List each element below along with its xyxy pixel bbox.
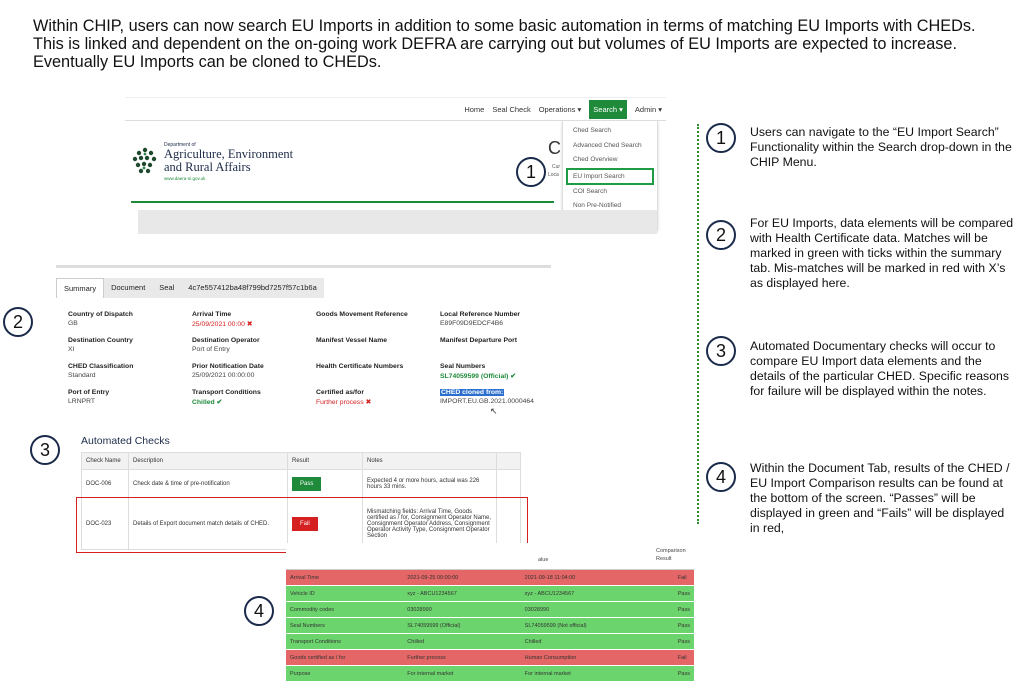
comparison-field: Vehicle ID bbox=[286, 586, 403, 602]
comparison-row bbox=[286, 570, 694, 586]
comparison-value-b: For internal market bbox=[521, 666, 674, 682]
field-label: Prior Notification Date bbox=[192, 363, 264, 370]
comparison-result: Pass bbox=[674, 602, 694, 618]
tab-seal[interactable]: Seal bbox=[152, 278, 181, 298]
comparison-value-b: 03028990 bbox=[521, 602, 674, 618]
column-header bbox=[497, 453, 521, 470]
callout-4-marker-icon: 4 bbox=[244, 596, 274, 626]
comparison-result: Pass bbox=[674, 634, 694, 650]
field-label: Certified as/for bbox=[316, 389, 364, 396]
comparison-value-b: Human Consumption bbox=[521, 650, 674, 666]
callout-4-icon: 4 bbox=[706, 462, 736, 492]
table-header-row bbox=[82, 453, 521, 470]
menu-item-ched-search[interactable]: Ched Search bbox=[573, 127, 611, 134]
comparison-value-a: 2021-09-25 00:00:00 bbox=[403, 570, 520, 586]
field-value-mismatch: 25/09/2021 00:00 ✖ bbox=[192, 321, 253, 328]
header-fragment-2: Loca bbox=[548, 172, 559, 178]
comparison-field: Arrival Time bbox=[286, 570, 403, 586]
comparison-result-header-1: Comparison bbox=[656, 548, 686, 554]
comparison-value-b: Chilled bbox=[521, 634, 674, 650]
header-fragment-1: Cur bbox=[552, 164, 561, 170]
comparison-result: Fail bbox=[674, 650, 694, 666]
comparison-field: Purpose bbox=[286, 666, 403, 682]
field-value: GB bbox=[68, 320, 78, 327]
comparison-field: Transport Conditions bbox=[286, 634, 403, 650]
logo-url: www.daera-ni.gov.uk bbox=[164, 176, 206, 181]
note-1: Users can navigate to the “EU Import Search” Functionality within the Search drop-down in the CHIP Menu. bbox=[750, 125, 1012, 169]
field-label: Health Certificate Numbers bbox=[316, 363, 404, 370]
automated-checks-title: Automated Checks bbox=[81, 435, 170, 447]
comparison-row bbox=[286, 618, 694, 634]
check-description: Check date & time of pre-notification bbox=[129, 470, 288, 498]
section-divider bbox=[56, 265, 551, 268]
field-value-mismatch: Further process ✖ bbox=[316, 399, 372, 406]
callout-2-marker-icon: 2 bbox=[3, 307, 33, 337]
field-label: Local Reference Number bbox=[440, 311, 521, 318]
tab-summary[interactable]: Summary bbox=[56, 278, 104, 298]
tab-id[interactable]: 4c7e557412ba48f799bd7257f57c1b6a bbox=[181, 278, 323, 298]
column-header: Description bbox=[129, 453, 288, 470]
field-label: Port of Entry bbox=[68, 389, 110, 396]
tab-document[interactable]: Document bbox=[104, 278, 152, 298]
comparison-field: Commodity codes bbox=[286, 602, 403, 618]
menu-item-advanced-ched-search[interactable]: Advanced Ched Search bbox=[573, 141, 642, 149]
nav-seal-check[interactable]: Seal Check bbox=[492, 104, 531, 114]
fail-badge[interactable]: Fail bbox=[292, 517, 318, 531]
check-name: DOC-023 bbox=[82, 498, 129, 550]
comparison-value-b: xyz - ABCU1234567 bbox=[521, 586, 674, 602]
field-label: Destination Operator bbox=[192, 337, 260, 344]
comparison-row bbox=[286, 650, 694, 666]
logo-line-3: and Rural Affairs bbox=[164, 160, 251, 174]
comparison-field: Seal Numbers bbox=[286, 618, 403, 634]
field-label: CHED Classification bbox=[68, 363, 134, 370]
grey-bar bbox=[138, 210, 657, 234]
field-label: Country of Dispatch bbox=[68, 311, 133, 318]
field-label: Seal Numbers bbox=[440, 363, 486, 370]
field-label: Destination Country bbox=[68, 337, 133, 344]
nav-home[interactable]: Home bbox=[464, 104, 485, 114]
field-value: XI bbox=[68, 346, 75, 353]
callout-1-marker-icon: 1 bbox=[516, 157, 546, 187]
field-value-match: Chilled ✔ bbox=[192, 399, 223, 406]
callout-3-icon: 3 bbox=[706, 336, 736, 366]
menu-item-coi-search[interactable]: COI Search bbox=[573, 187, 607, 195]
comparison-value-a: Chilled bbox=[403, 634, 520, 650]
check-name: DOC-006 bbox=[82, 470, 129, 498]
field-label: Transport Conditions bbox=[192, 389, 261, 396]
dotted-divider bbox=[697, 124, 699, 524]
logo-line-1: Department of bbox=[164, 142, 196, 148]
field-label: Arrival Time bbox=[192, 311, 232, 318]
note-2: For EU Imports, data elements will be compared with Health Certificate data. Matches will be marked in green with ticks within the summary tab. Mis-matches will be marked in red with X’s as displayed here. bbox=[750, 216, 1014, 290]
field-value: Standard bbox=[68, 372, 96, 379]
comparison-result: Pass bbox=[674, 666, 694, 682]
menu-item-non-pre-notified[interactable]: Non Pre-Notified bbox=[573, 202, 622, 209]
field-value: Port of Entry bbox=[192, 346, 230, 353]
callout-2-icon: 2 bbox=[706, 220, 736, 250]
comparison-result: Pass bbox=[674, 586, 694, 602]
value-header: alue bbox=[538, 557, 549, 563]
chip-navbar bbox=[125, 97, 666, 121]
header-divider bbox=[131, 201, 554, 203]
daera-logo-icon bbox=[130, 146, 160, 176]
table-row bbox=[82, 470, 521, 498]
logo-line-2: Agriculture, Environment bbox=[164, 147, 294, 161]
ched-cloned-from-link[interactable]: IMPORT.EU.GB.2021.0000464 bbox=[440, 398, 534, 405]
check-notes: Expected 4 or more hours, actual was 226 hours 33 mins. bbox=[363, 470, 497, 498]
comparison-row bbox=[286, 602, 694, 618]
comparison-row bbox=[286, 586, 694, 602]
field-value-match: SL74059599 (Official) ✔ bbox=[440, 373, 516, 380]
column-header: Notes bbox=[363, 453, 497, 470]
comparison-table bbox=[286, 570, 694, 682]
ched-cloned-from-label[interactable]: CHED cloned from: bbox=[441, 389, 504, 396]
comparison-value-b: SL74059599 (Not official) bbox=[521, 618, 674, 634]
comparison-field: Goods certified as / for bbox=[286, 650, 403, 666]
field-value: 25/09/2021 00:00:00 bbox=[192, 372, 255, 379]
callout-1-icon: 1 bbox=[706, 123, 736, 153]
comparison-value-a: SL74059599 (Official) bbox=[403, 618, 520, 634]
nav-admin[interactable]: Admin ▾ bbox=[634, 104, 662, 114]
field-label: Manifest Departure Port bbox=[440, 337, 518, 344]
comparison-row bbox=[286, 666, 694, 682]
summary-tabs bbox=[56, 278, 324, 298]
daera-logo bbox=[130, 140, 550, 200]
callout-3-marker-icon: 3 bbox=[30, 435, 60, 465]
page-title-fragment: C bbox=[548, 138, 561, 158]
comparison-result: Pass bbox=[674, 618, 694, 634]
check-notes: Mismatching fields: Arrival Time, Goods certified as / for, Consignment Operator Name, Consignment Operator Address, Consignment Operator Activity Type, Consignment Operator Section bbox=[363, 498, 497, 550]
comparison-result: Fail bbox=[674, 570, 694, 586]
note-4: Within the Document Tab, results of the CHED / EU Import Comparison results can be found at the bottom of the screen. “Passes” will be displayed in green and “Fails” will be displayed in red, bbox=[750, 461, 1010, 535]
field-value: LRNPRT bbox=[68, 398, 96, 405]
comparison-value-b: 2021-09-18 11:04:00 bbox=[521, 570, 674, 586]
column-header: Result bbox=[288, 453, 363, 470]
column-header: Check Name bbox=[82, 453, 129, 470]
check-description: Details of Export document match details of CHED. bbox=[129, 498, 288, 550]
comparison-row bbox=[286, 634, 694, 650]
comparison-value-a: For internal market bbox=[403, 666, 520, 682]
comparison-header bbox=[286, 543, 694, 570]
field-label: Manifest Vessel Name bbox=[316, 337, 388, 344]
cursor-icon: ↖ bbox=[490, 406, 498, 416]
field-value: E89F09D9EDCF4B6 bbox=[440, 320, 504, 327]
comparison-value-a: 03028990 bbox=[403, 602, 520, 618]
menu-item-ched-overview[interactable]: Ched Overview bbox=[573, 156, 618, 163]
nav-search[interactable]: Search ▾ bbox=[589, 100, 627, 119]
menu-item-eu-import-search[interactable]: EU Import Search bbox=[566, 168, 654, 185]
comparison-value-a: xyz - ABCU1234567 bbox=[403, 586, 520, 602]
note-3: Automated Documentary checks will occur to compare EU Import data elements and the details of the particular CHED. Specific reasons for failure will be displayed within the notes. bbox=[750, 339, 1010, 398]
pass-badge[interactable]: Pass bbox=[292, 477, 321, 491]
field-label: Goods Movement Reference bbox=[316, 311, 408, 318]
comparison-result-header-2: Result bbox=[656, 556, 672, 562]
intro-paragraph: Within CHIP, users can now search EU Imports in addition to some basic automation in terms of matching EU Imports with CHEDs. This is linked and dependent on the on-going work DEFRA are carrying out but volumes of EU Imports are expected to increase. Eventually EU Imports can be cloned to CHEDs. bbox=[33, 17, 976, 71]
comparison-value-a: Further process bbox=[403, 650, 520, 666]
nav-operations[interactable]: Operations ▾ bbox=[538, 104, 582, 114]
